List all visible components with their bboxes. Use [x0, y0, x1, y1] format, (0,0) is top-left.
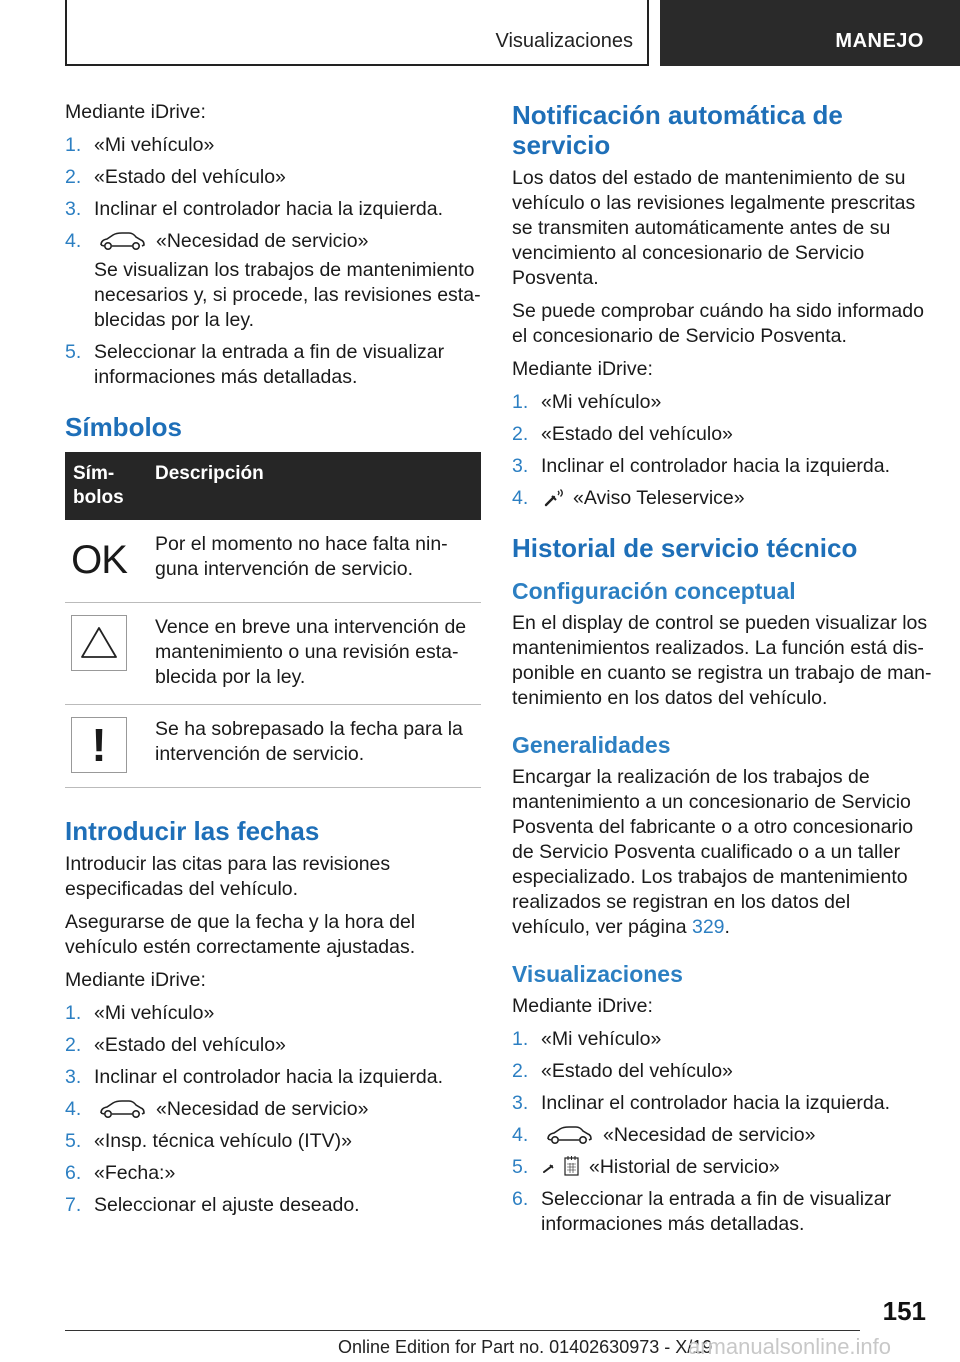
- steps-list-1: [65, 133, 481, 390]
- footer-watermark: armanualsonline.info: [688, 1334, 892, 1359]
- page-number: 151: [882, 1296, 926, 1326]
- notification-paragraph-2: Se puede comprobar cuándo ha sido informado el concesionario de Servicio Posventa.: [512, 300, 924, 347]
- list-item: 3. Inclinar el controlador hacia la izquierda.: [512, 455, 891, 477]
- car-icon: [98, 1099, 146, 1119]
- notification-intro: Mediante iDrive:: [512, 358, 653, 380]
- dates-paragraph-1: Introducir las citas para las revisiones especificadas del vehículo.: [65, 853, 391, 900]
- list-item: 1. «Mi vehículo»: [512, 1028, 662, 1050]
- table-row: OK Por el momento no hace falta ninguna intervención de servicio.: [65, 520, 481, 603]
- concept-paragraph: En el display de control se pueden visualizar los mantenimientos realizados. La función está disponible en cuanto se registra un trabajo de mantenimiento en los datos del vehículo.: [512, 612, 932, 709]
- visualizations-intro: Mediante iDrive:: [512, 995, 653, 1017]
- visualizations-heading: Visualizaciones: [512, 961, 683, 987]
- notification-paragraph-1: Los datos del estado de mantenimiento de su vehículo o las revisiones legalmente prescritas se transmiten automáticamente antes de su vencimiento al concesionario de Servicio Posventa.: [512, 167, 916, 289]
- car-icon: [545, 1125, 593, 1145]
- car-icon: [98, 231, 146, 251]
- list-item: 5. «Historial de servicio»: [512, 1156, 780, 1178]
- table-header-symbols: Símbolos: [65, 452, 147, 520]
- general-paragraph: Encargar la realización de los trabajos de mantenimiento a un concesionario de Servicio Posventa del fabricante o a otro concesionario de Servicio Posventa cualificado o a un taller especializado. Los trabajos de mantenimiento realizados se registran en los datos del vehículo, ver página 329.: [512, 766, 914, 938]
- list-item: 2. «Estado del vehículo»: [65, 166, 286, 188]
- header-section-title: Visualizaciones: [495, 30, 633, 52]
- footer-divider: [65, 1330, 860, 1331]
- list-item: 5. «Insp. técnica vehículo (ITV)»: [65, 1130, 352, 1152]
- table-row: Vence en breve una intervención de mantenimiento o una revisión establecida por la ley.: [65, 603, 481, 705]
- table-row: ! Se ha sobrepasado la fecha para la intervención de servicio.: [65, 705, 481, 788]
- notification-heading: Notificación automática de servicio: [512, 100, 843, 160]
- header-chapter-tab: MANEJO: [660, 0, 960, 66]
- wrench-signal-icon: [543, 488, 565, 508]
- list-item: 5. Seleccionar la entrada a fin de visualizar informaciones más detalladas.: [65, 341, 445, 388]
- table-header-description: Descripción: [147, 452, 481, 520]
- dates-heading: Introducir las fechas: [65, 816, 320, 846]
- list-item: 2. «Estado del vehículo»: [65, 1034, 286, 1056]
- history-heading: Historial de servicio técnico: [512, 533, 858, 563]
- intro-text: Mediante iDrive:: [65, 101, 206, 123]
- list-item: 3. Inclinar el controlador hacia la izquierda.: [65, 198, 444, 220]
- symbols-heading: Símbolos: [65, 412, 183, 442]
- list-item: 4. «Necesidad de servicio»: [512, 1124, 816, 1146]
- warning-triangle-icon: [71, 615, 127, 671]
- right-column: [512, 100, 932, 1247]
- list-item: 6. Seleccionar la entrada a fin de visualizar informaciones más detalladas.: [512, 1188, 892, 1235]
- left-column: [65, 100, 481, 1228]
- steps-list-2: [65, 1001, 481, 1218]
- dates-paragraph-2: Asegurarse de que la fecha y la hora del vehículo estén correctamente ajustadas.: [65, 911, 416, 958]
- header-section-box: [65, 0, 649, 66]
- exclamation-icon: !: [71, 717, 127, 773]
- symbols-table: [65, 452, 481, 788]
- service-history-icon: [541, 1155, 581, 1177]
- steps-list-4: [512, 1027, 932, 1237]
- ok-icon: OK: [71, 538, 127, 582]
- list-item: 2. «Estado del vehículo»: [512, 1060, 733, 1082]
- general-heading: Generalidades: [512, 732, 671, 758]
- steps-list-3: [512, 390, 932, 511]
- list-item: 3. Inclinar el controlador hacia la izquierda.: [65, 1066, 444, 1088]
- page-link[interactable]: 329: [691, 916, 725, 938]
- list-item: 3. Inclinar el controlador hacia la izquierda.: [512, 1092, 891, 1114]
- list-item: 4. «Aviso Teleservice»: [512, 487, 745, 509]
- footer-edition: Online Edition for Part no. 01402630973 - X/19: [338, 1337, 713, 1357]
- list-item: 1. «Mi vehículo»: [65, 134, 215, 156]
- list-item: 1. «Mi vehículo»: [65, 1002, 215, 1024]
- list-item: 6. «Fecha:»: [65, 1162, 176, 1184]
- list-item: 7. Seleccionar el ajuste deseado.: [65, 1194, 360, 1216]
- list-item: 1. «Mi vehículo»: [512, 391, 662, 413]
- list-item: 2. «Estado del vehículo»: [512, 423, 733, 445]
- list-item: 4. «Necesidad de servicio»: [65, 1098, 369, 1120]
- concept-heading: Configuración conceptual: [512, 578, 796, 604]
- dates-intro: Mediante iDrive:: [65, 969, 206, 991]
- list-item: 4. «Necesidad de servicio» Se visualizan los trabajos de mantenimiento necesarios y, si procede, las revisiones establecidas por la ley.: [65, 230, 481, 331]
